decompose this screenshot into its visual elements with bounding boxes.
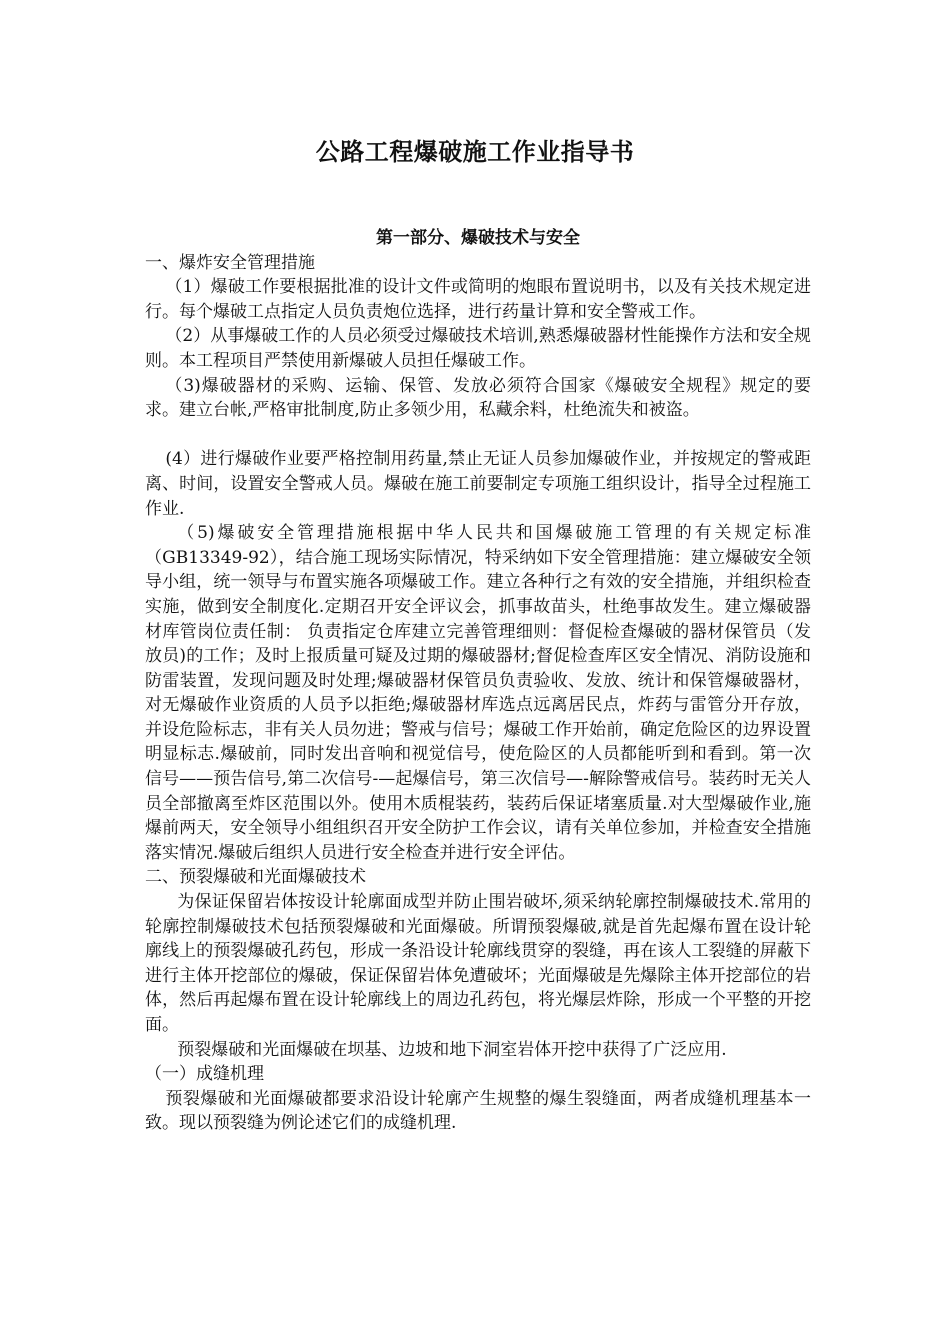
paragraph: 为保证保留岩体按设计轮廓面成型并防止围岩破坏,须采纳轮廓控制爆破技术.常用的轮廓控制爆破技术包括预裂爆破和光面爆破。所谓预裂爆破,就是首先起爆布置在设计轮廓线上的预裂爆破孔药包，形成一条沿设计轮廓线贯穿的裂缝，再在该人工裂缝的屏蔽下进行主体开挖部位的爆破，保证保留岩体免遭破坏；光面爆破是先爆除主体开挖部位的岩体，然后再起爆布置在设计轮廓线上的周边孔药包，将光爆层炸除，形成一个平整的开挖面。 (145, 892, 811, 1035)
subsection-heading: （一）成缝机理 (145, 1064, 264, 1085)
document-body (145, 226, 811, 1136)
paragraph: (4）进行爆破作业要严格控制用药量,禁止无证人员参加爆破作业，并按规定的警戒距离、时间，设置安全警戒人员。爆破在施工前要制定专项施工组织设计，指导全过程施工作业. (145, 449, 811, 519)
paragraph: 预裂爆破和光面爆破都要求沿设计轮廓产生规整的爆生裂缝面，两者成缝机理基本一致。现以预裂缝为例论述它们的成缝机理. (145, 1088, 811, 1134)
document-title: 公路工程爆破施工作业指导书 (315, 138, 635, 166)
paragraph: （5)爆破安全管理措施根据中华人民共和国爆破施工管理的有关规定标准（GB13349-92），结合施工现场实际情况，特采纳如下安全管理措施：建立爆破安全领导小组，统一领导与布置实施各项爆破工作。建立各种行之有效的安全措施，并组织检查实施，做到安全制度化.定期召开安全评议会，抓事故苗头，杜绝事故发生。建立爆破器材库管岗位责任制： 负责指定仓库建立完善管理细则：督促检查爆破的器材保管员（发放员)的工作；及时上报质量可疑及过期的爆破器材;督促检查库区安全情况、消防设施和防雷装置，发现问题及时处理;爆破器材保管员负责验收、发放、统计和保管爆破器材，对无爆破作业资质的人员予以拒绝;爆破器材库选点远离居民点，炸药与雷管分开存放，并设危险标志，非有关人员勿进；警戒与信号；爆破工作开始前，确定危险区的边界设置明显标志.爆破前，同时发出音响和视觉信号，使危险区的人员都能听到和看到。第一次信号——预告信号,第二次信号-—起爆信号，第三次信号—-解除警戒信号。装药时无关人员全部撤离至炸区范围以外。使用木质棍装药，装药后保证堵塞质量.对大型爆破作业,施爆前两天，安全领导小组组织召开安全防护工作会议，请有关单位参加，并检查安全措施落实情况.爆破后组织人员进行安全检查并进行安全评估。 (145, 523, 811, 863)
paragraph: （3)爆破器材的采购、运输、保管、发放必须符合国家《爆破安全规程》规定的要求。建立台帐,严格审批制度,防止多领少用，私藏余料，杜绝流失和被盗。 (145, 375, 811, 421)
paragraph: 预裂爆破和光面爆破在坝基、边坡和地下洞室岩体开挖中获得了广泛应用. (177, 1039, 727, 1060)
part-heading: 第一部分、爆破技术与安全 (376, 228, 580, 248)
section-heading: 一、爆炸安全管理措施 (145, 252, 315, 273)
paragraph: （2）从事爆破工作的人员必须受过爆破技术培训,熟悉爆破器材性能操作方法和安全规则。本工程项目严禁使用新爆破人员担任爆破工作。 (145, 326, 811, 371)
blank-line (145, 423, 811, 448)
section-heading: 二、预裂爆破和光面爆破技术 (145, 867, 366, 888)
paragraph: （1）爆破工作要根据批准的设计文件或简明的炮眼布置说明书，以及有关技术规定进行。每个爆破工点指定人员负责炮位选择，进行药量计算和安全警戒工作。 (145, 277, 811, 322)
